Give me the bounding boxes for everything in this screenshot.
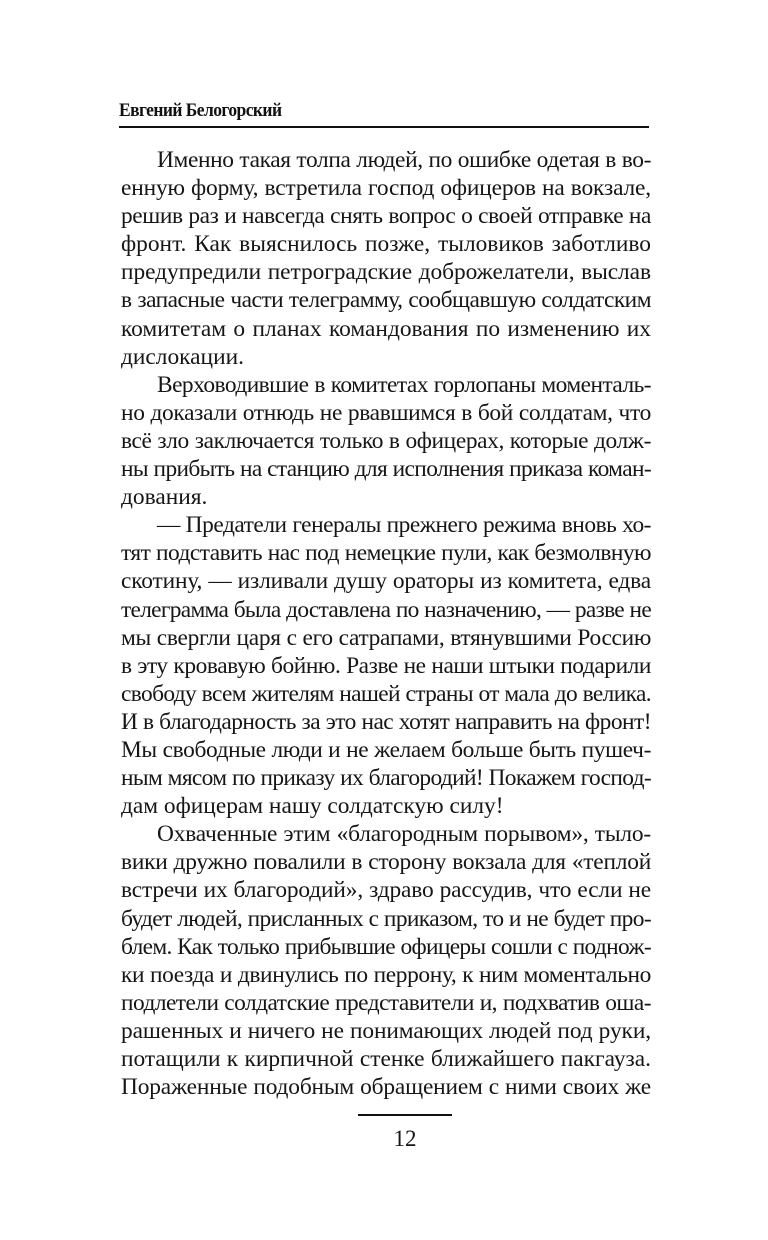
text-line: в запасные части телеграмму, сообщавшую солдатским [121, 287, 651, 314]
text-line: будет людей, присланных с приказом, то и не будет про- [121, 905, 651, 932]
text-line: ны прибыть на станцию для исполнения приказа коман- [121, 456, 651, 483]
text-line: тят подставить нас под немецкие пули, как безмолвную [121, 540, 651, 567]
text-line: енную форму, встретила господ офицеров на вокзале, [121, 175, 651, 202]
text-line: рашенных и ничего не понимающих людей под руки, [121, 1017, 651, 1044]
text-line: всё зло заключается только в офицерах, которые долж- [121, 427, 651, 454]
text-line: потащили к кирпичной стенке ближайшего пакгауза. [121, 1046, 651, 1072]
text-line: дислокации. [121, 343, 244, 370]
running-head-author: Евгений Белогорский [119, 100, 282, 121]
text-line: Верховодившие в комитетах горлопаны моменталь- [157, 371, 651, 398]
text-line: И в благодарность за это нас хотят направить на фронт! [121, 708, 651, 735]
text-line: решив раз и навсегда снять вопрос о своей отправке на [121, 203, 651, 230]
text-line: предупредили петроградские доброжелатели, выслав [121, 259, 651, 286]
text-line: встречи их благородий», здраво рассудив, что если не [121, 877, 651, 904]
text-line: скотину, — изливали душу ораторы из комитета, едва [121, 568, 651, 595]
page-number: 12 [393, 1126, 417, 1151]
text-line: в эту кровавую бойню. Разве не наши штыки подарили [121, 652, 651, 679]
text-line: Именно такая толпа людей, по ошибке одетая в во- [157, 147, 651, 173]
footer-rule [358, 1114, 452, 1116]
text-line: Охваченные этим «благородным порывом», тыло- [157, 821, 651, 848]
text-line: дования. [121, 484, 208, 511]
text-line: — Предатели генералы прежнего режима вновь хо- [157, 512, 651, 539]
text-line: мы свергли царя с его сатрапами, втянувшими Россию [121, 624, 651, 651]
text-line: комитетам о планах командования по изменению их [121, 315, 651, 342]
header-rule [119, 126, 649, 128]
text-line: Пораженные подобным обращением с ними своих же [121, 1074, 651, 1101]
text-line: свободу всем жителям нашей страны от мала до велика. [121, 680, 651, 707]
text-line: блем. Как только прибывшие офицеры сошли с поднож- [121, 933, 651, 960]
text-line: вики дружно повалили в сторону вокзала для «теплой [121, 849, 651, 876]
text-line: дам офицерам нашу солдатскую силу! [121, 793, 504, 820]
text-line: фронт. Как выяснилось позже, тыловиков заботливо [121, 231, 651, 258]
text-line: Мы свободные люди и не желаем больше быть пушеч- [121, 736, 651, 763]
text-line: подлетели солдатские представители и, подхватив оша- [121, 989, 651, 1016]
text-line: телеграмма была доставлена по назначению, — разве не [121, 596, 651, 623]
body-text [121, 146, 651, 1101]
text-line: ным мясом по приказу их благородий! Покажем господ- [121, 765, 651, 792]
text-line: ки поезда и двинулись по перрону, к ним моментально [121, 961, 651, 988]
text-line: но доказали отнюдь не рвавшимся в бой солдатам, что [121, 399, 651, 426]
